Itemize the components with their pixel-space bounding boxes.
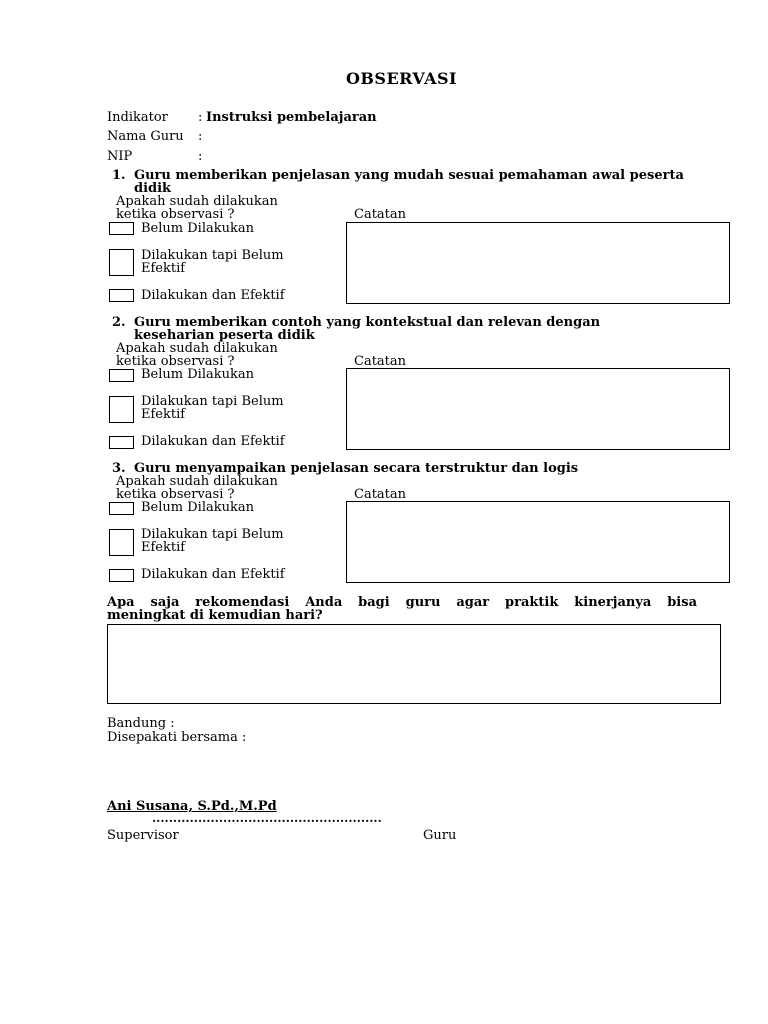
question-1-ask-line2: ketika observasi ? [116,207,235,222]
question-3-checkbox-efektif[interactable] [109,569,134,582]
indikator-label: Indikator [107,110,168,125]
question-2-option-belum: Belum Dilakukan [141,367,254,382]
question-3-ask-line1: Apakah sudah dilakukan [116,474,278,489]
question-1-checkbox-efektif[interactable] [109,289,134,302]
question-2-option-belum-efektif-line2: Efektif [141,407,186,422]
recommendation-box[interactable] [107,624,721,704]
question-1-checkbox-belum[interactable] [109,222,134,235]
guru-label: Guru [423,828,457,843]
question-2-checkbox-belum[interactable] [109,369,134,382]
question-2-catatan-label: Catatan [354,354,407,369]
question-2-text-line2: keseharian peserta didik [134,328,315,343]
recommendation-question-line1: Apa saja rekomendasi Anda bagi guru agar praktik kinerjanya bisa [107,595,697,610]
question-1-option-belum-efektif-line2: Efektif [141,261,186,276]
question-3-option-belum-efektif-line2: Efektif [141,540,186,555]
question-2-ask-line1: Apakah sudah dilakukan [116,341,278,356]
question-1-option-belum-efektif-line1: Dilakukan tapi Belum [141,248,284,263]
question-1-text-line1: Guru memberikan penjelasan yang mudah sesuai pemahaman awal peserta [134,168,684,183]
question-3-number: 3. [112,461,126,476]
question-1-checkbox-belum-efektif[interactable] [109,249,134,276]
question-2-ask-line2: ketika observasi ? [116,354,235,369]
question-3-ask-line2: ketika observasi ? [116,487,235,502]
question-3-option-efektif: Dilakukan dan Efektif [141,567,285,582]
question-1-catatan-label: Catatan [354,207,407,222]
bandung-label: Bandung : [107,716,175,731]
question-1-option-efektif: Dilakukan dan Efektif [141,288,285,303]
question-1-option-belum: Belum Dilakukan [141,221,254,236]
question-2-number: 2. [112,315,126,330]
question-3-checkbox-belum-efektif[interactable] [109,529,134,556]
question-1-number: 1. [112,168,126,183]
question-2-catatan-box[interactable] [346,368,730,450]
disepakati-label: Disepakati bersama : [107,730,247,745]
indikator-colon: : [198,110,203,125]
question-3-checkbox-belum[interactable] [109,502,134,515]
nip-label: NIP [107,149,133,164]
question-2-checkbox-belum-efektif[interactable] [109,396,134,423]
question-2-option-belum-efektif-line1: Dilakukan tapi Belum [141,394,284,409]
question-1-ask-line1: Apakah sudah dilakukan [116,194,278,209]
question-2-checkbox-efektif[interactable] [109,436,134,449]
question-3-option-belum: Belum Dilakukan [141,500,254,515]
question-2-text-line1: Guru memberikan contoh yang kontekstual dan relevan dengan [134,315,601,330]
question-3-catatan-box[interactable] [346,501,730,583]
nip-colon: : [198,149,203,164]
question-1-text-line2: didik [134,181,172,196]
question-3-catatan-label: Catatan [354,487,407,502]
guru-signature-dots: ....................................................... [152,811,382,825]
page-title: OBSERVASI [345,69,458,88]
question-3-option-belum-efektif-line1: Dilakukan tapi Belum [141,527,284,542]
nama-guru-label: Nama Guru [107,129,184,144]
supervisor-name: Ani Susana, S.Pd.,M.Pd [107,799,277,814]
recommendation-question-line2: meningkat di kemudian hari? [107,608,323,623]
supervisor-label: Supervisor [107,828,179,843]
indikator-value: Instruksi pembelajaran [206,110,377,125]
question-3-text-line1: Guru menyampaikan penjelasan secara terstruktur dan logis [134,461,579,476]
nama-guru-colon: : [198,129,203,144]
question-2-option-efektif: Dilakukan dan Efektif [141,434,285,449]
question-1-catatan-box[interactable] [346,222,730,304]
